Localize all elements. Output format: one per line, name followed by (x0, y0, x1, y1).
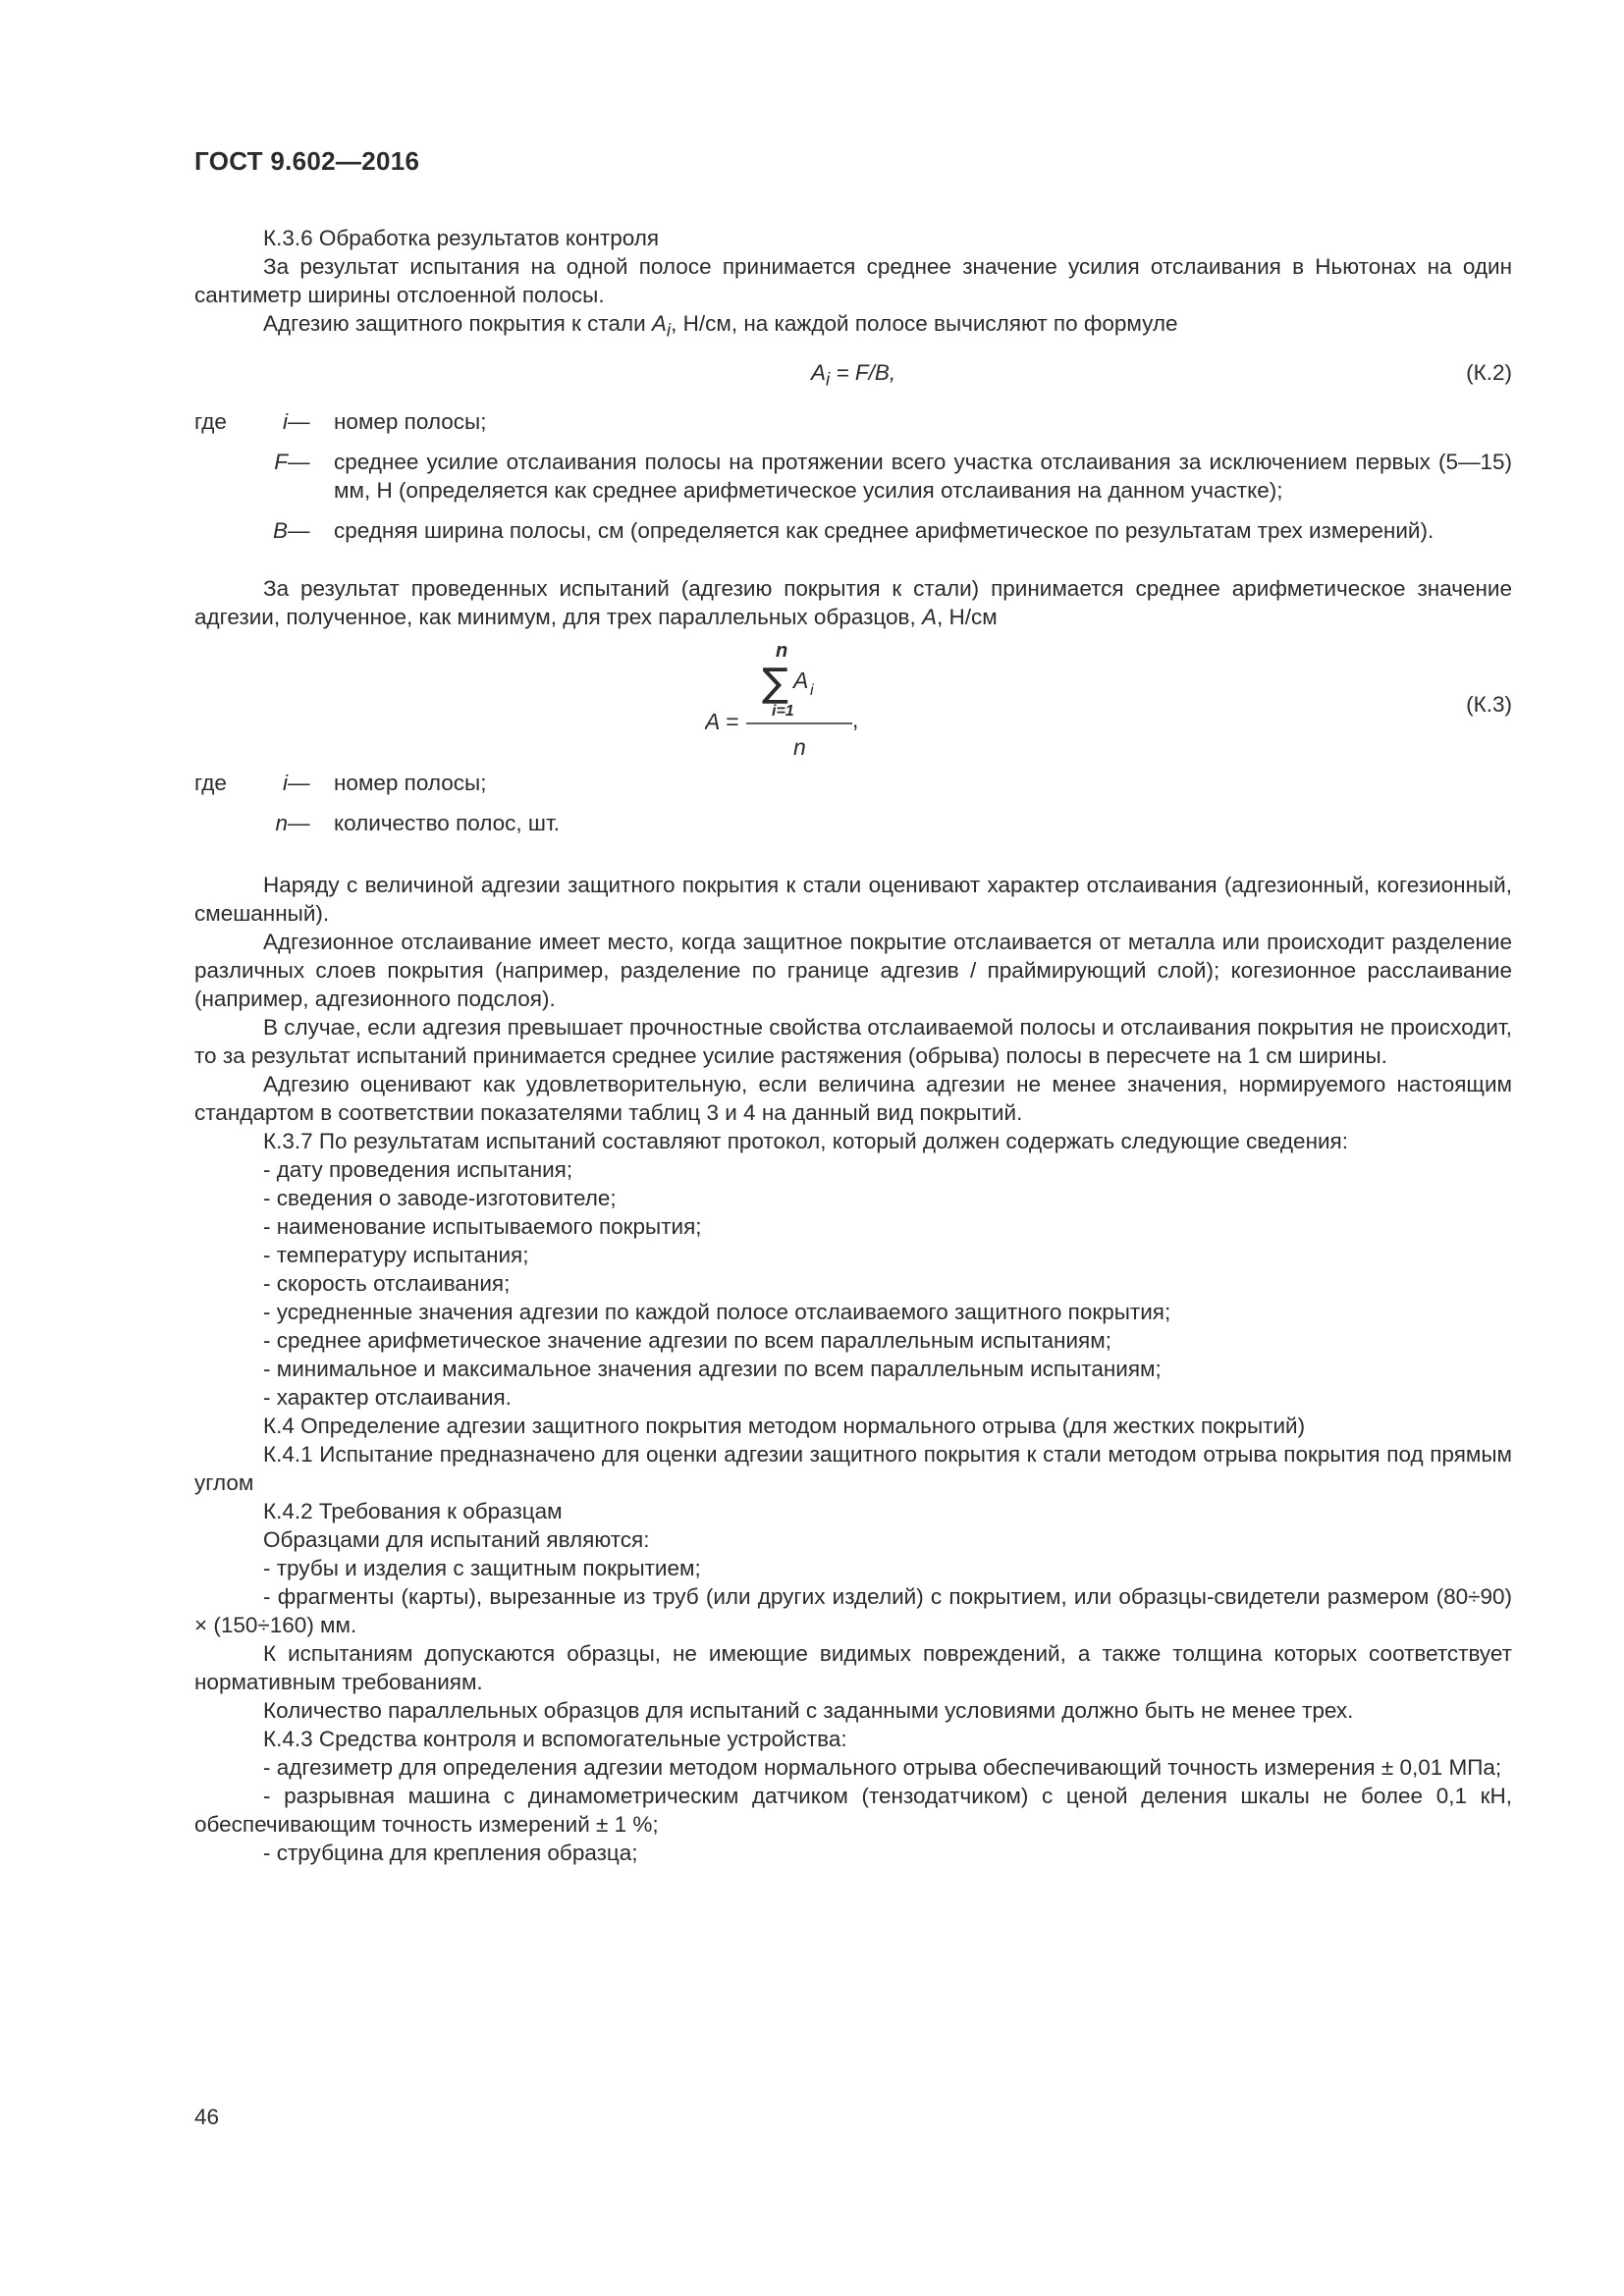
where-text: средняя ширина полосы, см (определяется как среднее арифметическое по результатам трех измерений). (334, 517, 1435, 543)
list-item: - фрагменты (карты), вырезанные из труб (или других изделий) с покрытием, или образцы-свидетели размером (80÷90) × (150÷160) мм. (194, 1583, 1512, 1637)
list-item: - скорость отслаивания; (263, 1270, 511, 1296)
where-block-1 (194, 407, 1512, 545)
where-symbol: F (274, 449, 288, 474)
list-item: - трубы и изделия с защитным покрытием; (263, 1555, 701, 1580)
where-symbol: n (275, 810, 288, 835)
where-text: количество полос, шт. (334, 810, 561, 835)
document-header: ГОСТ 9.602—2016 (194, 146, 420, 176)
formula-k2-number: (К.2) (1466, 359, 1512, 385)
list-item: - температуру испытания; (263, 1242, 529, 1267)
where-text: номер полосы; (334, 770, 487, 795)
formula-lhs: A = (705, 708, 739, 734)
where-dash: — (288, 517, 310, 543)
section-heading-k43: К.4.3 Средства контроля и вспомогательные устройства: (263, 1726, 847, 1751)
paragraph-adhesion-formula-intro: Адгезию защитного покрытия к стали $A_i$, Н/см, на каждой полосе вычисляют по формуле (263, 311, 1178, 341)
list-item: - разрывная машина с динамометрическим датчиком (тензодатчиком) с ценой деления шкалы не более 0,1 кН, обеспечивающим точность измерений ± 1 %; (194, 1783, 1512, 1837)
where-block-2 (194, 769, 1512, 837)
formula-comma: , (852, 706, 859, 732)
formula-k3-graphic (705, 631, 921, 765)
where-text: номер полосы; (334, 408, 487, 434)
where-text: среднее усилие отслаивания полосы на протяжении всего участка отслаивания за исключением первых (5—15) мм, Н (определяется как среднее арифметическое усилия отслаивания на данном участке); (334, 449, 1512, 503)
paragraph: К испытаниям допускаются образцы, не имеющие видимых повреждений, а также толщина которых соответствует нормативным требованиям. (194, 1640, 1512, 1694)
section-heading-k42: К.4.2 Требования к образцам (263, 1498, 563, 1523)
formula-k3-number: (К.3) (1466, 691, 1512, 717)
where-item (272, 516, 1512, 545)
paragraph: Адгезионное отслаивание имеет место, когда защитное покрытие отслаивается от металла или происходит разделение различных слоев покрытия (например, разделение по границе адгезив / праймирующий слой); когезионное расслаивание (например, адгезионного подслоя). (194, 929, 1512, 1011)
formula-k2-expression: $A_i = F/B$, (811, 359, 896, 389)
where-symbol: i (283, 770, 288, 795)
summation-sign: ∑ (762, 660, 788, 706)
section-heading-k4: К.4 Определение адгезии защитного покрытия методом нормального отрыва (для жестких покрытий) (263, 1413, 1306, 1438)
list-item: - характер отслаивания. (263, 1384, 512, 1410)
paragraph: В случае, если адгезия превышает прочностные свойства отслаиваемой полосы и отслаивания покрытия не происходит, то за результат испытаний принимается среднее усилие растяжения (обрыва) полосы в пересчете на 1 см ширины. (194, 1014, 1512, 1068)
page-content (194, 224, 1512, 1867)
where-item (275, 809, 1512, 837)
list-item: - усредненные значения адгезии по каждой полосе отслаиваемого защитного покрытия; (263, 1299, 1171, 1324)
where-dash: — (288, 810, 310, 835)
where-item (283, 769, 1512, 797)
list-item: - сведения о заводе-изготовителе; (263, 1185, 617, 1210)
where-label: где (194, 770, 227, 795)
list-item: - минимальное и максимальное значения адгезии по всем параллельным испытаниям; (263, 1356, 1162, 1381)
where-item (283, 407, 1512, 436)
sum-upper-limit: n (776, 639, 788, 662)
list-item: - наименование испытываемого покрытия; (263, 1213, 702, 1239)
sum-term: A (793, 667, 809, 693)
page-number: 46 (194, 2105, 220, 2129)
where-item (274, 448, 1512, 505)
formula-k2 (194, 345, 1512, 401)
section-heading-k36: К.3.6 Обработка результатов контроля (263, 226, 660, 250)
list-item: - дату проведения испытания; (263, 1156, 573, 1182)
list-item: - среднее арифметическое значение адгезии по всем параллельным испытаниям; (263, 1327, 1111, 1353)
list-item: - адгезиметр для определения адгезии методом нормального отрыва обеспечивающий точность измерения ± 0,01 МПа; (263, 1754, 1502, 1780)
paragraph: Количество параллельных образцов для испытаний с заданными условиями должно быть не менее трех. (263, 1697, 1354, 1723)
where-label: где (194, 408, 227, 434)
section-heading-k37: К.3.7 По результатам испытаний составляют протокол, который должен содержать следующие сведения: (263, 1128, 1348, 1153)
paragraph: Наряду с величиной адгезии защитного покрытия к стали оценивают характер отслаивания (адгезионный, когезионный, смешанный). (194, 872, 1512, 926)
fraction-denominator: n (793, 733, 806, 760)
where-symbol: B (272, 517, 288, 543)
paragraph: За результат испытания на одной полосе принимается среднее значение усилия отслаивания в Ньютонах на один сантиметр ширины отслоенной полосы. (194, 254, 1512, 307)
paragraph: Образцами для испытаний являются: (263, 1526, 650, 1552)
where-dash: — (288, 449, 310, 474)
sum-term-subscript: i (810, 681, 814, 699)
sum-lower-limit: i=1 (772, 702, 794, 720)
where-symbol: i (283, 408, 288, 434)
paragraph-average-adhesion: За результат проведенных испытаний (адгезию покрытия к стали) принимается среднее арифметическое значение адгезии, полученное, как минимум, для трех параллельных образцов, A, Н/см (194, 575, 1512, 629)
where-dash: — (288, 408, 310, 434)
list-item: - струбцина для крепления образца; (263, 1840, 638, 1865)
where-dash: — (288, 770, 310, 795)
formula-k3 (194, 631, 1512, 765)
paragraph: К.4.1 Испытание предназначено для оценки адгезии защитного покрытия к стали методом отрыва покрытия под прямым углом (194, 1441, 1512, 1495)
paragraph: Адгезию оценивают как удовлетворительную, если величина адгезии не менее значения, нормируемого настоящим стандартом в соответствии показателями таблиц 3 и 4 на данный вид покрытий. (194, 1071, 1512, 1125)
